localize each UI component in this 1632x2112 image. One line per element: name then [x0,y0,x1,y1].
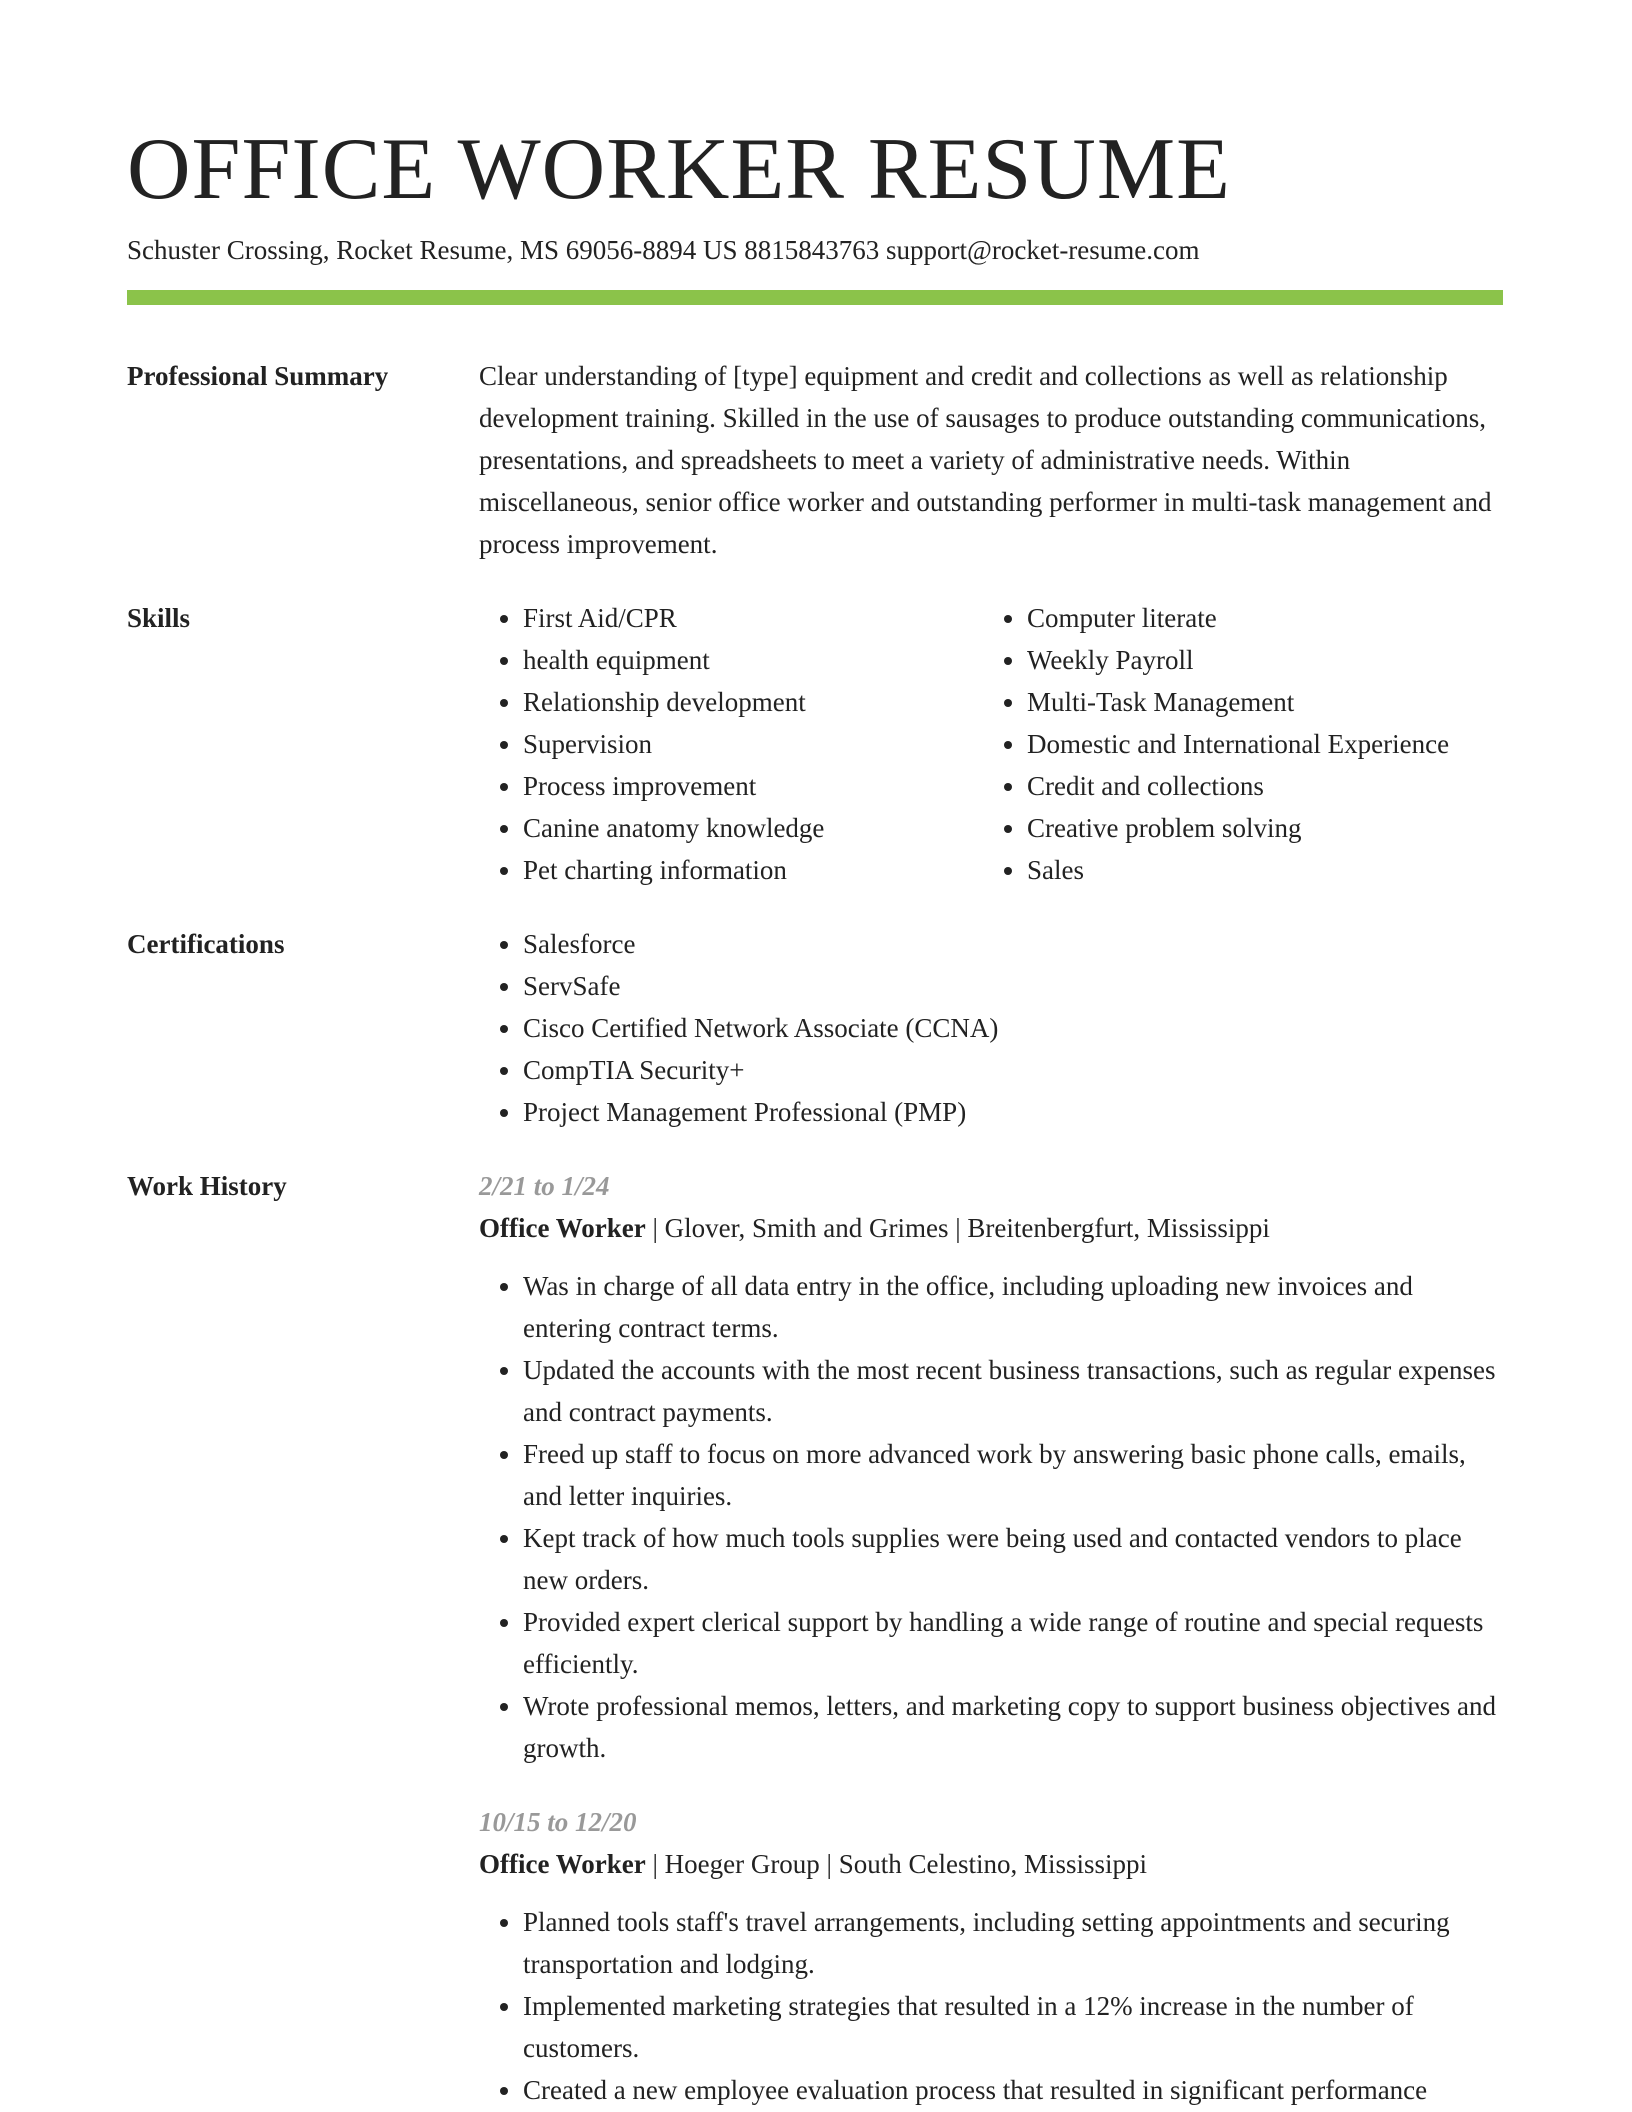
job-employer-location: | Hoeger Group | South Celestino, Mississippi [645,1849,1148,1879]
work-history-section [127,1165,1503,2111]
job-bullet-list [479,1901,1503,2111]
certification-item: • Cisco Certified Network Associate (CCNA) [523,1007,1503,1049]
summary-text: Clear understanding of [type] equipment and credit and collections as well as relationship development training. Skilled in the use of sausages to produce outstanding communications, presentations, and spreadsheets to meet a variety of administrative needs. Within miscellaneous, senior office worker and outstanding performer in multi-task management and process improvement. [479,361,1492,559]
section-label-certifications: Certifications [127,929,285,959]
certification-item: • CompTIA Security+ [523,1049,1503,1091]
skills-grid [479,597,1503,891]
skills-column-right [983,597,1503,891]
skills-section [127,597,1503,891]
header-divider [127,290,1503,305]
skill-item: • Creative problem solving [1027,807,1503,849]
skills-column-left [479,597,983,891]
skill-item: • Canine anatomy knowledge [523,807,983,849]
skill-item: • Pet charting information [523,849,983,891]
skill-item: • Multi-Task Management [1027,681,1503,723]
resume-title: OFFICE WORKER RESUME [127,121,1231,218]
job-bullet: • Provided expert clerical support by handling a wide range of routine and special requests efficiently. [523,1601,1503,1685]
job-bullet: • Was in charge of all data entry in the office, including uploading new invoices and entering contract terms. [523,1265,1503,1349]
contact-line: Schuster Crossing, Rocket Resume, MS 69056-8894 US 8815843763 support@rocket-resume.com [127,235,1200,265]
job-bullet-list [479,1265,1503,1769]
certifications-list [479,923,1503,1133]
job-entry [479,1801,1503,2111]
skill-item: • Credit and collections [1027,765,1503,807]
job-bullet: • Wrote professional memos, letters, and marketing copy to support business objectives and growth. [523,1685,1503,1769]
skill-item: • Relationship development [523,681,983,723]
job-heading [479,1843,1503,1885]
job-heading [479,1207,1503,1249]
resume-page [127,118,1503,2111]
certification-item: • ServSafe [523,965,1503,1007]
skill-item: • health equipment [523,639,983,681]
certification-item: • Project Management Professional (PMP) [523,1091,1503,1133]
skill-item: • Sales [1027,849,1503,891]
work-history-body [479,1165,1503,2111]
job-title: Office Worker [479,1849,646,1879]
section-label-summary: Professional Summary [127,361,389,391]
skill-item: • Weekly Payroll [1027,639,1503,681]
job-bullet: • Implemented marketing strategies that resulted in a 12% increase in the number of customers. [523,1985,1503,2069]
skill-item: • Supervision [523,723,983,765]
skill-item: • First Aid/CPR [523,597,983,639]
skill-item: • Computer literate [1027,597,1503,639]
job-entry [479,1165,1503,1769]
job-bullet: • Planned tools staff's travel arrangements, including setting appointments and securing transportation and lodging. [523,1901,1503,1985]
job-dates: 10/15 to 12/20 [479,1807,637,1837]
job-title: Office Worker [479,1213,646,1243]
job-bullet: • Updated the accounts with the most recent business transactions, such as regular expenses and contract payments. [523,1349,1503,1433]
section-label-work-history: Work History [127,1171,287,1201]
job-dates: 2/21 to 1/24 [479,1171,610,1201]
job-employer-location: | Glover, Smith and Grimes | Breitenbergfurt, Mississippi [645,1213,1270,1243]
section-label-skills: Skills [127,603,191,633]
job-bullet: • Freed up staff to focus on more advanced work by answering basic phone calls, emails, and letter inquiries. [523,1433,1503,1517]
professional-summary-section [127,355,1503,565]
job-bullet: • Kept track of how much tools supplies were being used and contacted vendors to place new orders. [523,1517,1503,1601]
job-bullet: • Created a new employee evaluation process that resulted in significant performance [523,2069,1503,2111]
skill-item: • Domestic and International Experience [1027,723,1503,765]
certification-item: • Salesforce [523,923,1503,965]
skill-item: • Process improvement [523,765,983,807]
certifications-section [127,923,1503,1133]
